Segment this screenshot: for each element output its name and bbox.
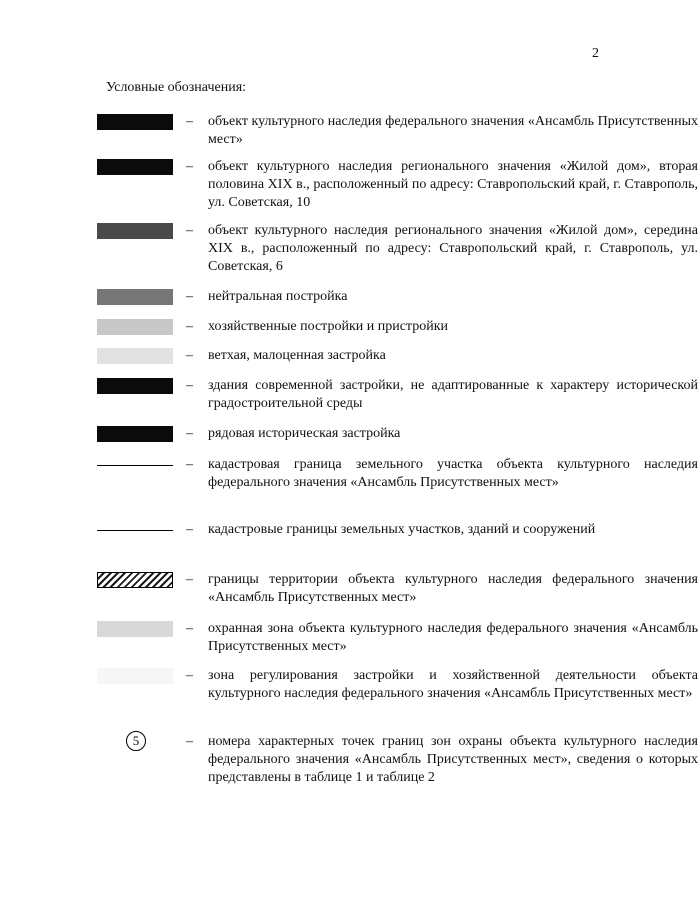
legend-description: рядовая историческая застройка bbox=[208, 426, 401, 441]
legend-dash: – bbox=[186, 114, 193, 129]
legend-dash: – bbox=[186, 668, 193, 683]
black-swatch bbox=[97, 114, 173, 130]
legend-dash: – bbox=[186, 348, 193, 363]
dark-gray-swatch bbox=[97, 223, 173, 239]
legend-description: границы территории объекта культурного наследия федерального значения «Ансамбль Присутственных мест» bbox=[208, 572, 698, 605]
legend-heading: Условные обозначения: bbox=[106, 80, 247, 95]
legend-description: объект культурного наследия федерального значения «Ансамбль Присутственных мест» bbox=[208, 114, 698, 147]
thin-line-symbol bbox=[97, 530, 173, 531]
legend-description: ветхая, малоценная застройка bbox=[208, 348, 386, 363]
circled-number-symbol: 5 bbox=[126, 731, 146, 751]
page-number: 2 bbox=[592, 46, 599, 61]
legend-item bbox=[92, 667, 698, 727]
legend-dash: – bbox=[186, 572, 193, 587]
pale-gray-swatch bbox=[97, 348, 173, 364]
legend-dash: – bbox=[186, 457, 193, 472]
black-swatch bbox=[97, 426, 173, 442]
legend-dash: – bbox=[186, 426, 193, 441]
black-swatch bbox=[97, 159, 173, 175]
legend-item bbox=[92, 456, 698, 516]
very-pale-swatch bbox=[97, 668, 173, 684]
legend-description: охранная зона объекта культурного наследия федерального значения «Ансамбль Присутственных мест» bbox=[208, 621, 698, 654]
legend-description: хозяйственные постройки и пристройки bbox=[208, 319, 449, 334]
legend-dash: – bbox=[186, 319, 193, 334]
legend-item bbox=[92, 158, 698, 218]
legend-description: объект культурного наследия регионального значения «Жилой дом», вторая половина XIX в., расположенный по адресу: Ставропольский край, г. Ставрополь, ул. Советская, 10 bbox=[208, 159, 698, 210]
legend-description: объект культурного наследия регионального значения «Жилой дом», середина XIX в., расположенный по адресу: Ставропольский край, г. Ставрополь, ул. Советская, 6 bbox=[208, 223, 698, 274]
light-gray-swatch bbox=[97, 319, 173, 335]
legend-dash: – bbox=[186, 621, 193, 636]
black-swatch bbox=[97, 378, 173, 394]
legend-dash: – bbox=[186, 223, 193, 238]
thick-line-symbol bbox=[97, 465, 173, 466]
legend-item bbox=[92, 733, 698, 813]
legend-dash: – bbox=[186, 522, 193, 537]
light-gray-swatch bbox=[97, 621, 173, 637]
legend-dash: – bbox=[186, 289, 193, 304]
mid-gray-swatch bbox=[97, 289, 173, 305]
legend-description: зона регулирования застройки и хозяйственной деятельности объекта культурного наследия федерального значения «Ансамбль Присутственных мест» bbox=[208, 668, 698, 701]
legend-description: номера характерных точек границ зон охраны объекта культурного наследия федерального значения «Ансамбль Присутственных мест», сведения о которых представлены в таблице 1 и таблице 2 bbox=[208, 734, 698, 785]
legend-dash: – bbox=[186, 734, 193, 749]
legend-description: кадастровые границы земельных участков, зданий и сооружений bbox=[208, 522, 596, 537]
legend-dash: – bbox=[186, 159, 193, 174]
hatched-box-symbol bbox=[97, 572, 173, 588]
legend-item bbox=[92, 222, 698, 282]
legend-description: здания современной застройки, не адаптированные к характеру исторической градостроительной среды bbox=[208, 378, 698, 411]
legend-dash: – bbox=[186, 378, 193, 393]
legend-description: нейтральная постройка bbox=[208, 289, 348, 304]
legend-description: кадастровая граница земельного участка объекта культурного наследия федерального значения «Ансамбль Присутственных мест» bbox=[208, 457, 698, 490]
